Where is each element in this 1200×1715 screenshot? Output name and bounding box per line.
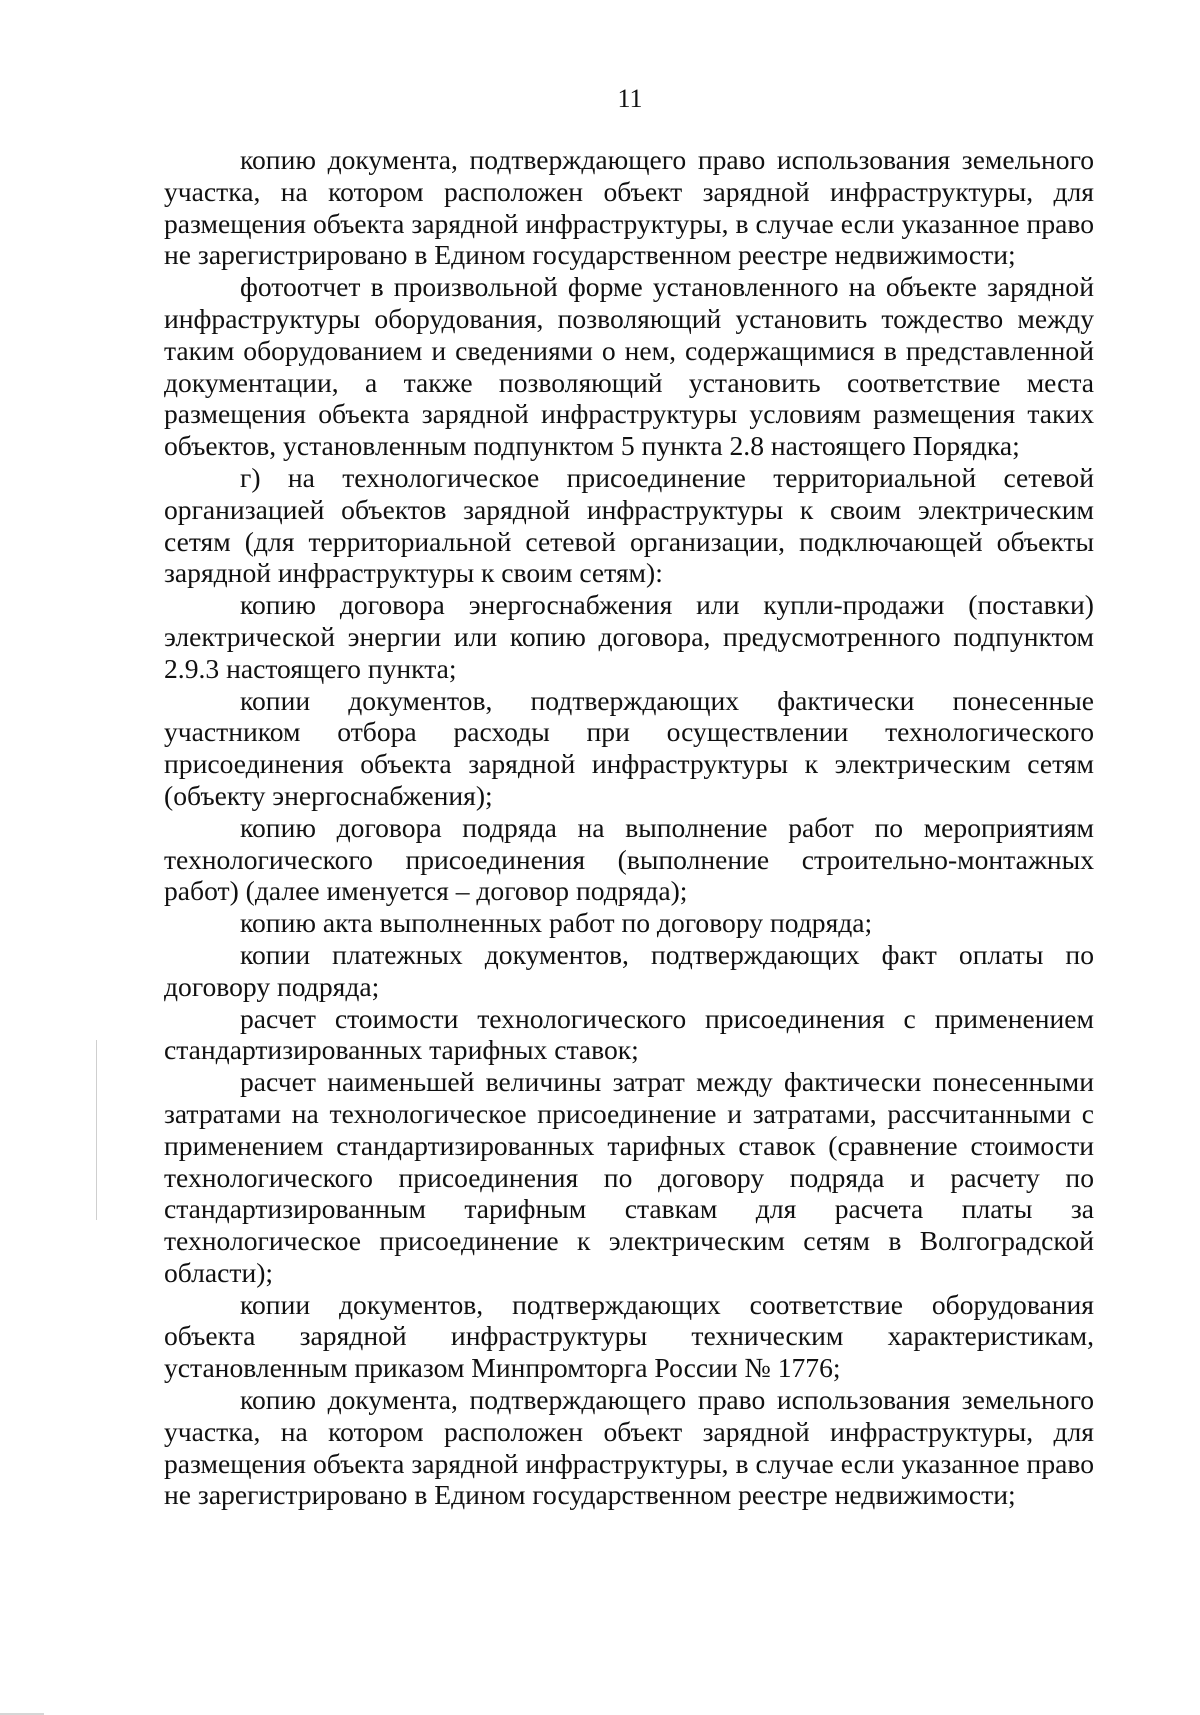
scan-edge-mark bbox=[96, 1040, 97, 1220]
paragraph-expense-documents: копии документов, подтверждающих фактически понесенные участником отбора расходы при осуществлении технологического присоединения объекта зарядной инфраструктуры к электрическим сетям (объекту энергоснабжения); bbox=[164, 684, 1094, 811]
paragraph-contract-agreement: копию договора подряда на выполнение работ по мероприятиям технологического присоединения (выполнение строительно-монтажных работ) (далее именуется – договор подряда); bbox=[164, 811, 1094, 907]
paragraph-payment-documents: копии платежных документов, подтверждающих факт оплаты по договору подряда; bbox=[164, 938, 1094, 1002]
paragraph-item-g: г) на технологическое присоединение территориальной сетевой организацией объектов зарядной инфраструктуры к своим электрическим сетям (для территориальной сетевой организации, подключающей объекты зарядной инфраструктуры к своим сетям): bbox=[164, 461, 1094, 589]
paragraph-photo-report: фотоотчет в произвольной форме установленного на объекте зарядной инфраструктуры оборудования, позволяющий установить тождество между таким оборудованием и сведениями о нем, содержащимися в представленной документации, а также позволяющий установить соответствие места размещения объекта зарядной инфраструктуры условиям размещения таких объектов, установленным подпунктом 5 пункта 2.8 настоящего Порядка; bbox=[164, 271, 1094, 462]
paragraph-energy-contract: копию договора энергоснабжения или купли-продажи (поставки) электрической энергии или копию договора, предусмотренного подпунктом 2.9.3 настоящего пункта; bbox=[164, 589, 1094, 684]
paragraph-cost-calculation: расчет стоимости технологического присоединения с применением стандартизированных тарифных ставок; bbox=[164, 1002, 1094, 1066]
paragraph-land-document-repeat: копию документа, подтверждающего право использования земельного участка, на котором расположен объект зарядной инфраструктуры, для размещения объекта зарядной инфраструктуры, в случае если указанное право не зарегистрировано в Едином государственном реестре недвижимости; bbox=[164, 1384, 1094, 1511]
paragraph-work-act: копию акта выполненных работ по договору подряда; bbox=[240, 907, 873, 939]
page-number: 11 bbox=[617, 84, 643, 113]
paragraph-min-cost-calculation: расчет наименьшей величины затрат между фактически понесенными затратами на технологическое присоединение и затратами, рассчитанными с применением стандартизированных тарифных ставок (сравнение стоимости технологического присоединения по договору подряда и расчету по стандартизированным тарифным ставкам для расчета платы за технологическое присоединение к электрическим сетям в Волгоградской области); bbox=[164, 1066, 1094, 1288]
paragraph-land-document: копию документа, подтверждающего право использования земельного участка, на котором расположен объект зарядной инфраструктуры, для размещения объекта зарядной инфраструктуры, в случае если указанное право не зарегистрировано в Едином государственном реестре недвижимости; bbox=[164, 144, 1094, 271]
document-body bbox=[164, 144, 1094, 1511]
paragraph-equipment-compliance: копии документов, подтверждающих соответствие оборудования объекта зарядной инфраструктуры техническим характеристикам, установленным приказом Минпромторга России № 1776; bbox=[164, 1288, 1094, 1384]
